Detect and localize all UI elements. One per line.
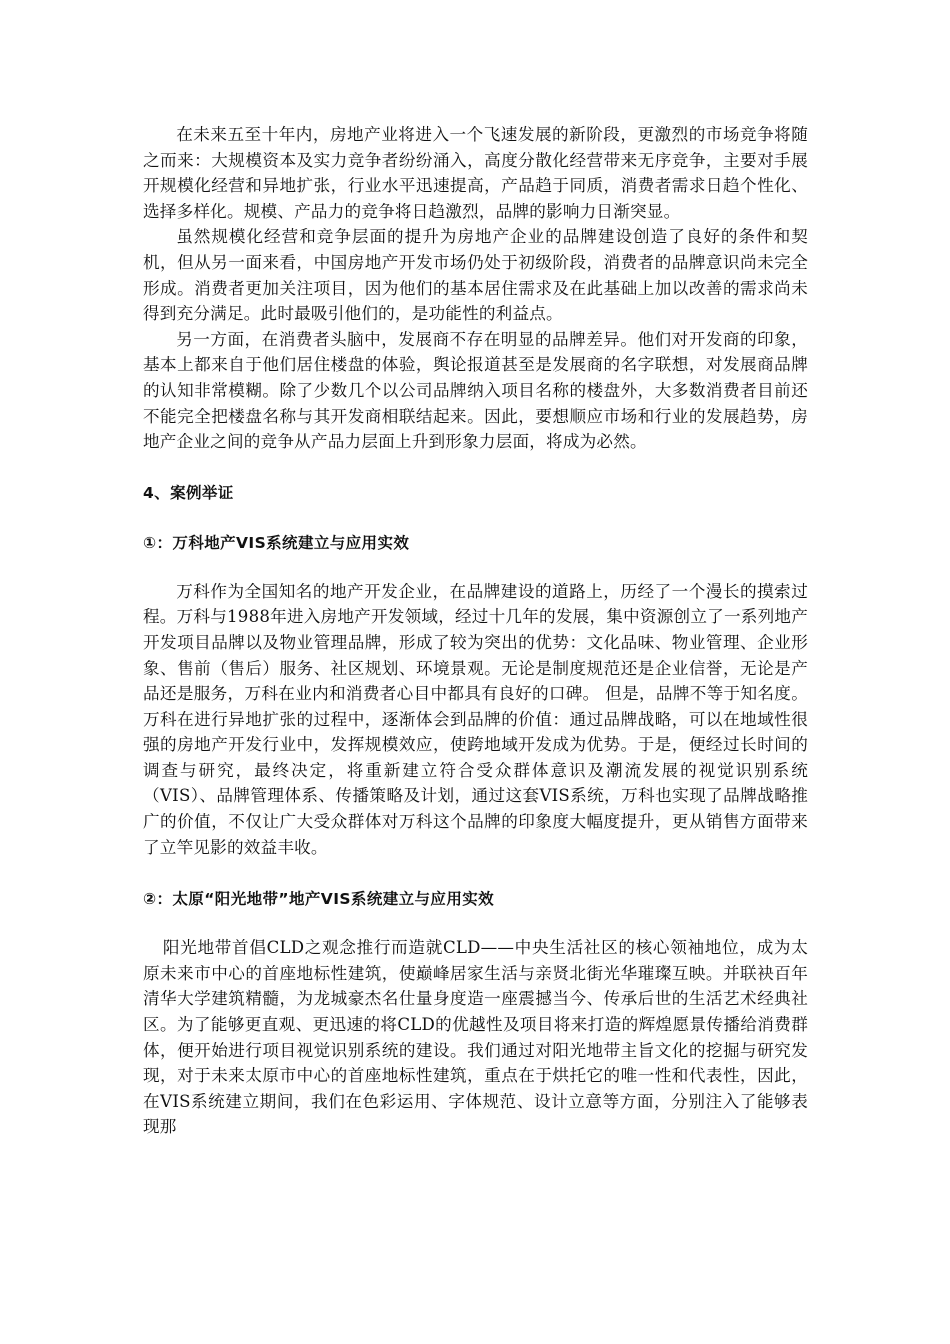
section-heading-case-study: 4、案例举证 (143, 483, 234, 502)
paragraph-vanke-case: 万科作为全国知名的地产开发企业，在品牌建设的道路上，历经了一个漫长的摸索过程。万科与1988年进入房地产开发领域，经过十几年的发展，集中资源创立了一系列地产开发项目品牌以及物业管理品牌，形成了较为突出的优势：文化品味、物业管理、企业形象、售前（售后）服务、社区规划、环境景观。无论是制度规范还是企业信誉，无论是产品还是服务，万科在业内和消费者心目中都具有良好的口碑。 但是，品牌不等于知名度。万科在进行异地扩张的过程中，逐渐体会到品牌的价值：通过品牌战略，可以在地域性很强的房地产开发行业中，发挥规模效应，使跨地域开发成为优势。于是，便经过长时间的调查与研究，最终决定，将重新建立符合受众群体意识及潮流发展的视觉识别系统（VIS）、品牌管理体系、传播策略及计划，通过这套VIS系统，万科也实现了品牌战略推广的价值，不仅让广大受众群体对万科这个品牌的印象度大幅度提升，更从销售方面带来了立竿见影的效益丰收。 (143, 581, 808, 857)
document-page (143, 122, 808, 1140)
case-heading-vanke: ①：万科地产VIS系统建立与应用实效 (143, 533, 410, 552)
case-heading-sunshine-zone: ②：太原“阳光地带”地产VIS系统建立与应用实效 (143, 890, 495, 909)
paragraph-sunshine-zone-case: 阳光地带首倡CLD之观念推行而造就CLD——中央生活社区的核心领袖地位，成为太原未来市中心的首座地标性建筑，使巅峰居家生活与亲贤北街光华璀璨互映。并联袂百年清华大学建筑精髓，为龙城豪杰名仕量身度造一座震撼当今、传承后世的生活艺术经典社区。为了能够更直观、更迅速的将CLD的优越性及项目将来打造的辉煌愿景传播给消费群体，便开始进行项目视觉识别系统的建设。我们通过对阳光地带主旨文化的挖掘与研究发现，对于未来太原市中心的首座地标性建筑，重点在于烘托它的唯一性和代表性，因此，在VIS系统建立期间，我们在色彩运用、字体规范、设计立意等方面，分别注入了能够表现那 (143, 938, 808, 1137)
paragraph-market-competition: 在未来五至十年内，房地产业将进入一个飞速发展的新阶段，更激烈的市场竞争将随之而来：大规模资本及实力竞争者纷纷涌入，高度分散化经营带来无序竞争，主要对手展开规模化经营和异地扩张，行业水平迅速提高，产品趋于同质，消费者需求日趋个性化、选择多样化。规模、产品力的竞争将日趋激烈，品牌的影响力日渐突显。 (143, 125, 808, 221)
paragraph-brand-awareness: 虽然规模化经营和竞争层面的提升为房地产企业的品牌建设创造了良好的条件和契机，但从另一面来看，中国房地产开发市场仍处于初级阶段，消费者的品牌意识尚未完全形成。消费者更加关注项目，因为他们的基本居住需求及在此基础上加以改善的需求尚未得到充分满足。此时最吸引他们的，是功能性的利益点。 (143, 227, 808, 324)
paragraph-developer-brand: 另一方面，在消费者头脑中，发展商不存在明显的品牌差异。他们对开发商的印象，基本上都来自于他们居住楼盘的体验，舆论报道甚至是发展商的名字联想，对发展商品牌的认知非常模糊。除了少数几个以公司品牌纳入项目名称的楼盘外，大多数消费者目前还不能完全把楼盘名称与其开发商相联结起来。因此，要想顺应市场和行业的发展趋势，房地产企业之间的竞争从产品力层面上升到形象力层面，将成为必然。 (143, 329, 808, 452)
